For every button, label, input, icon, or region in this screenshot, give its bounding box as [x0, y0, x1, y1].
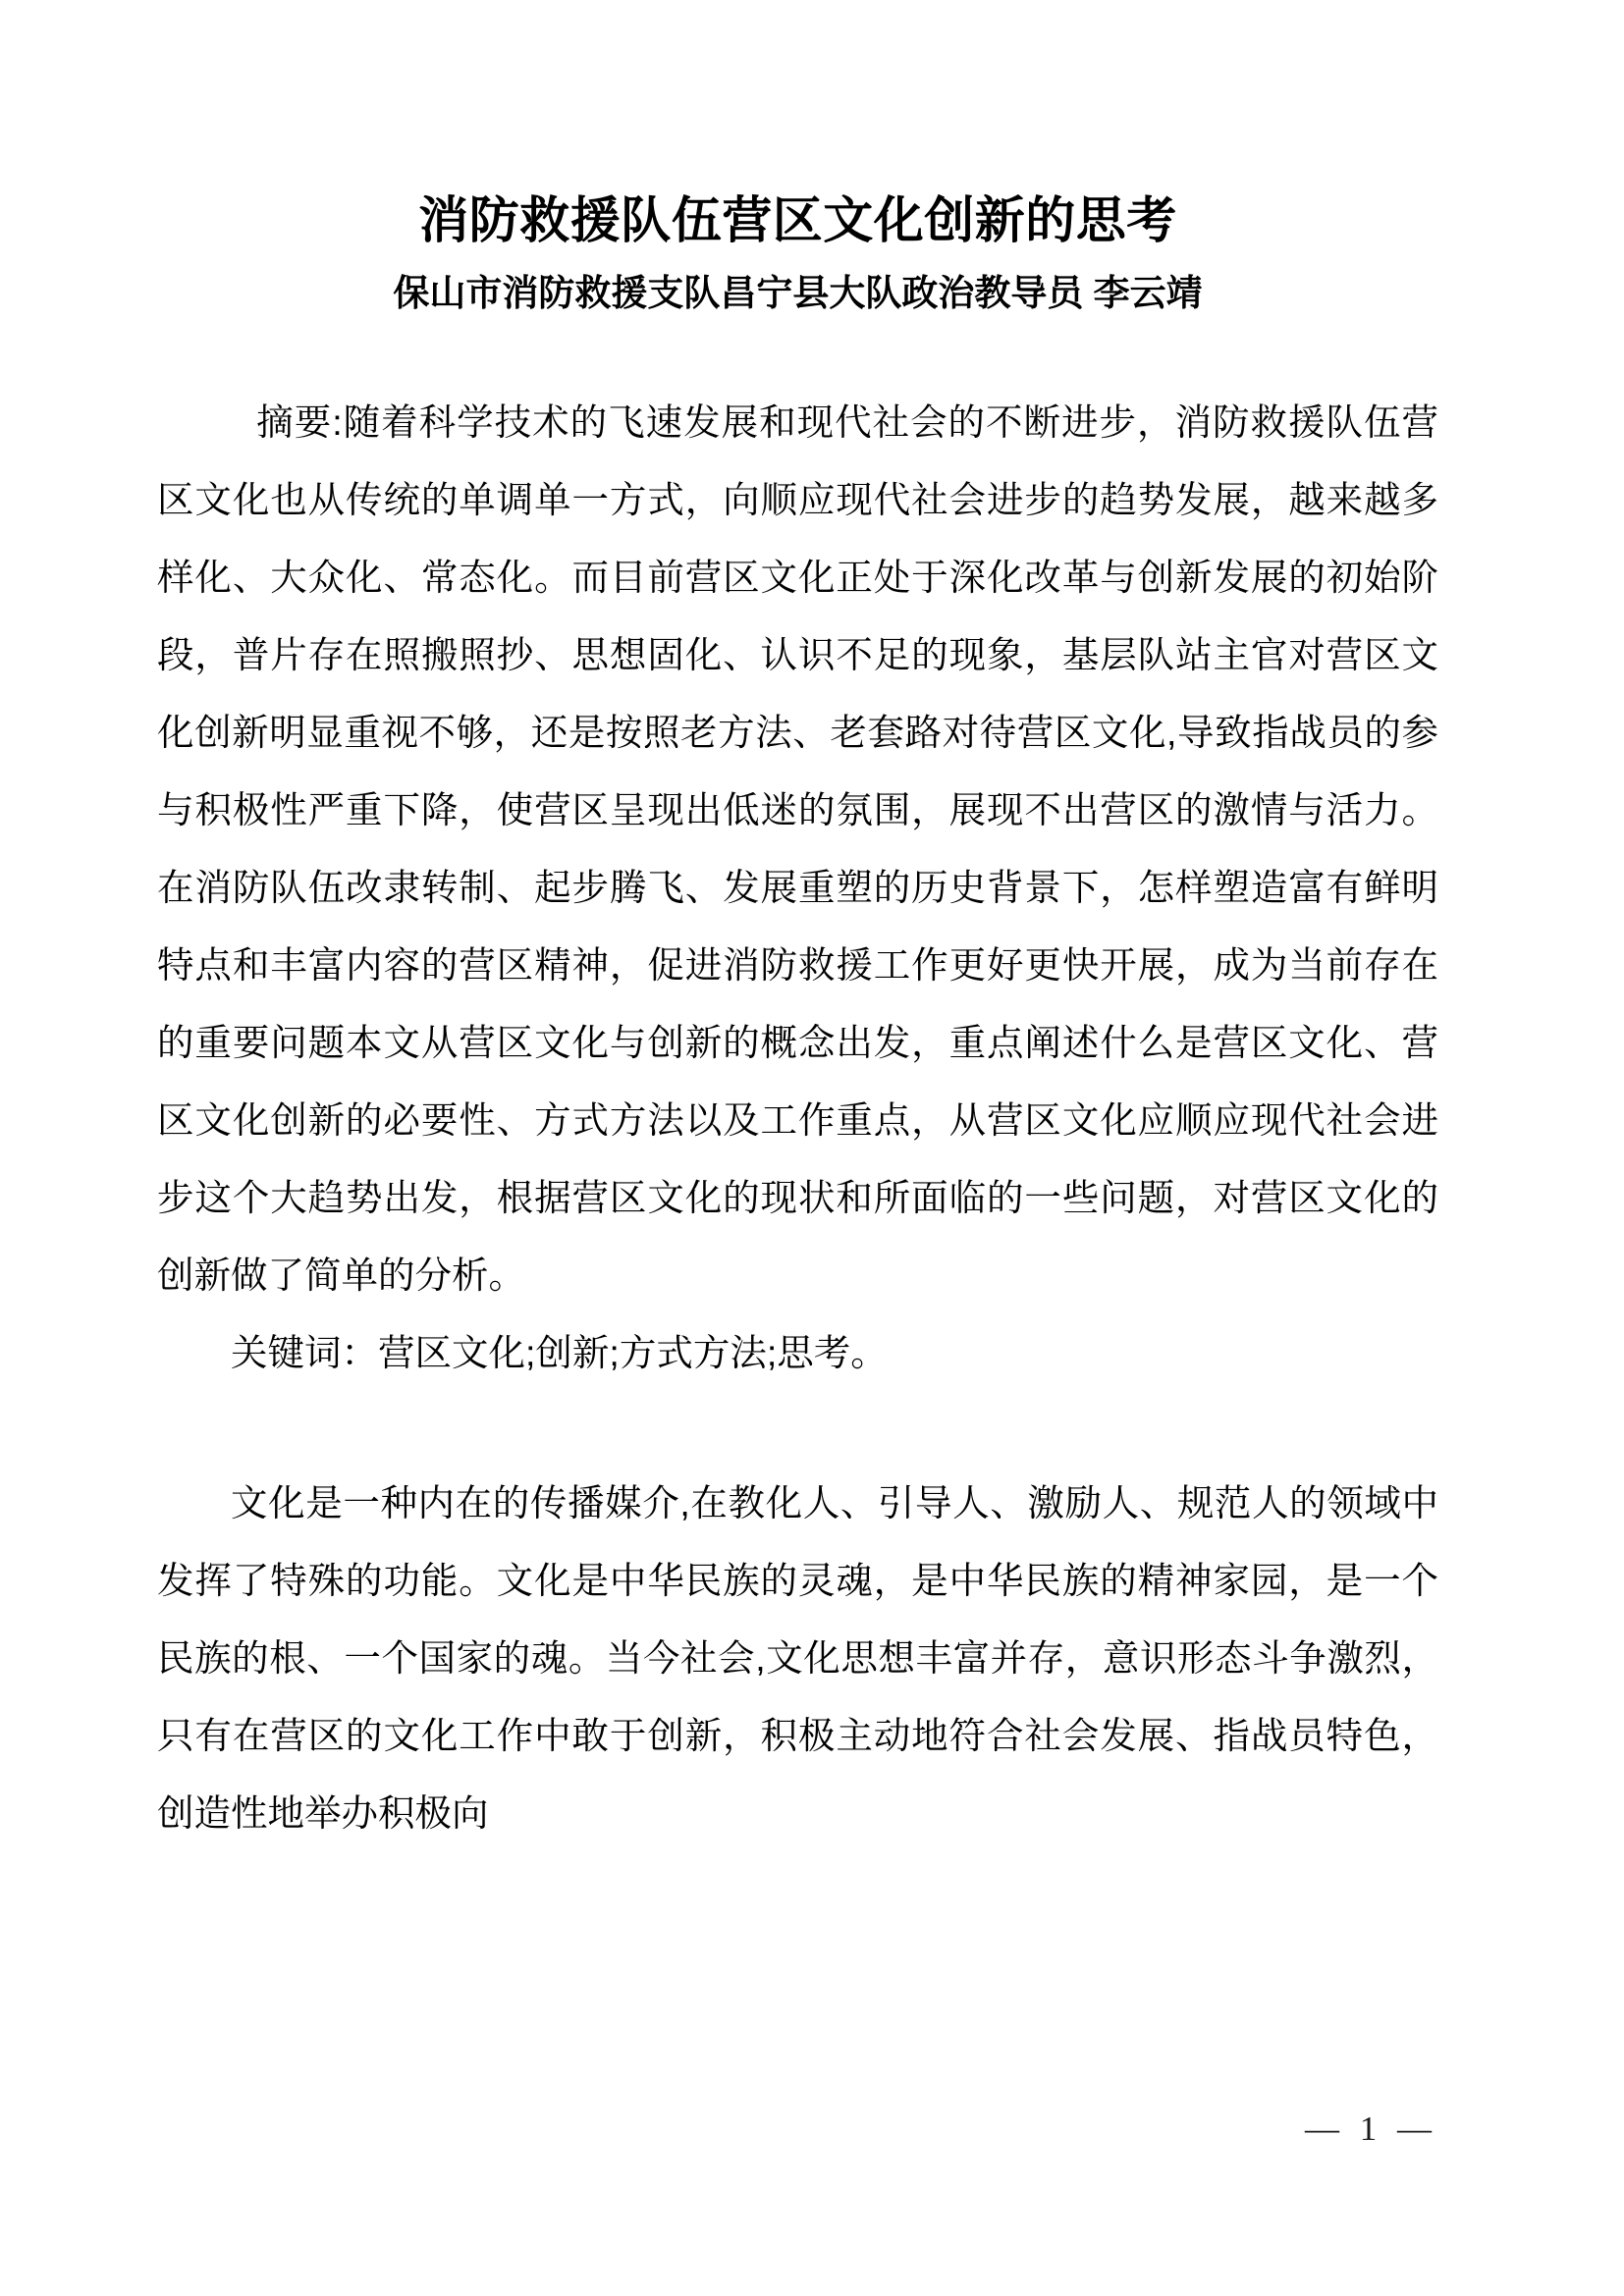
author-byline: 保山市消防救援支队昌宁县大队政治教导员 李云靖 — [393, 272, 1203, 313]
page-content — [157, 0, 1438, 1852]
abstract-section — [157, 315, 1438, 1392]
body-paragraph-1: 文化是一种内在的传播媒介,在教化人、引导人、激励人、规范人的领域中发挥了特殊的功能。文化是中华民族的灵魂，是中华民族的精神家园，是一个民族的根、一个国家的魂。当今社会,文化思想丰富并存，意识形态斗争激烈，只有在营区的文化工作中敢于创新，积极主动地符合社会发展、指战员特色，创造性地举办积极向 — [157, 1482, 1438, 1835]
body-section — [157, 1392, 1438, 1852]
page-title: 消防救援队伍营区文化创新的思考 — [418, 192, 1177, 248]
page-number-label: — 1 — — [1305, 2109, 1437, 2148]
keywords-line: 关键词：营区文化;创新;方式方法;思考。 — [231, 1332, 888, 1374]
page-footer — [0, 2109, 1624, 2296]
abstract-paragraph: 摘要:随着科学技术的飞速发展和现代社会的不断进步，消防救援队伍营区文化也从传统的单调单一方式，向顺应现代社会进步的趋势发展，越来越多样化、大众化、常态化。而目前营区文化正处于深化改革与创新发展的初始阶段，普片存在照搬照抄、思想固化、认识不足的现象，基层队站主官对营区文化创新明显重视不够，还是按照老方法、老套路对待营区文化,导致指战员的参与积极性严重下降，使营区呈现出低迷的氛围，展现不出营区的激情与活力。在消防队伍改隶转制、起步腾飞、发展重塑的历史背景下，怎样塑造富有鲜明特点和丰富内容的营区精神，促进消防救援工作更好更快开展，成为当前存在的重要问题本文从营区文化与创新的概念出发，重点阐述什么是营区文化、营区文化创新的必要性、方式方法以及工作重点，从营区文化应顺应现代社会进步这个大趋势出发，根据营区文化的现状和所面临的一些问题，对营区文化的创新做了简单的分析。 — [157, 401, 1438, 1297]
